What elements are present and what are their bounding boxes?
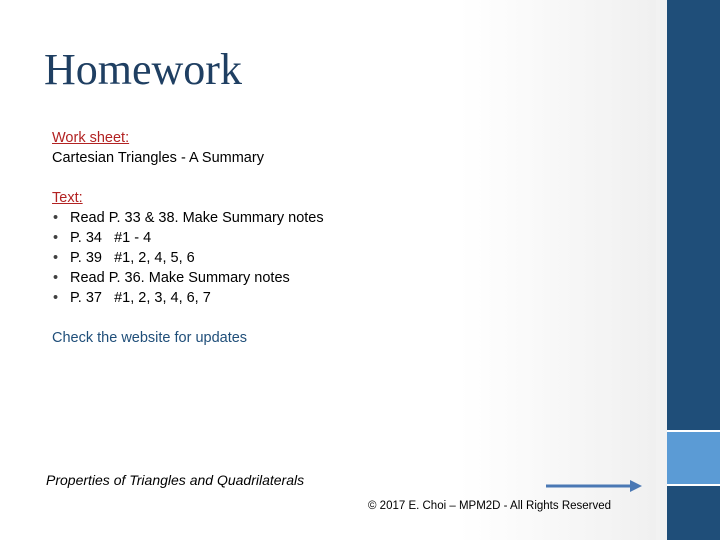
worksheet-text: Cartesian Triangles - A Summary: [52, 150, 264, 166]
list-item: • P. 39 #1, 2, 4, 5, 6: [53, 250, 195, 266]
side-bar-top: [667, 0, 720, 430]
text-heading: Text:: [52, 190, 83, 206]
list-item: • Read P. 33 & 38. Make Summary notes: [53, 210, 324, 226]
bullet-icon: •: [53, 230, 59, 246]
list-item: • P. 37 #1, 2, 3, 4, 6, 7: [53, 290, 211, 306]
slide-title: Homework: [44, 45, 242, 94]
bullet-icon: •: [53, 210, 59, 226]
website-note: Check the website for updates: [52, 330, 248, 346]
slide-body: [52, 128, 612, 348]
text-list: [52, 208, 612, 308]
bullet-icon: •: [53, 290, 59, 306]
list-item: • P. 34 #1 - 4: [53, 230, 152, 246]
footer-topic: Properties of Triangles and Quadrilaterals: [46, 472, 305, 488]
next-arrow-icon[interactable]: [544, 476, 644, 496]
copyright-notice: © 2017 E. Choi – MPM2D - All Rights Reserved: [368, 500, 612, 512]
worksheet-heading: Work sheet:: [52, 130, 130, 146]
bullet-icon: •: [53, 250, 59, 266]
list-item: • Read P. 36. Make Summary notes: [53, 270, 290, 286]
bullet-icon: •: [53, 270, 59, 286]
side-bar-gap: [656, 0, 667, 540]
side-bar-middle: [667, 432, 720, 484]
side-bar-bottom: [667, 486, 720, 540]
